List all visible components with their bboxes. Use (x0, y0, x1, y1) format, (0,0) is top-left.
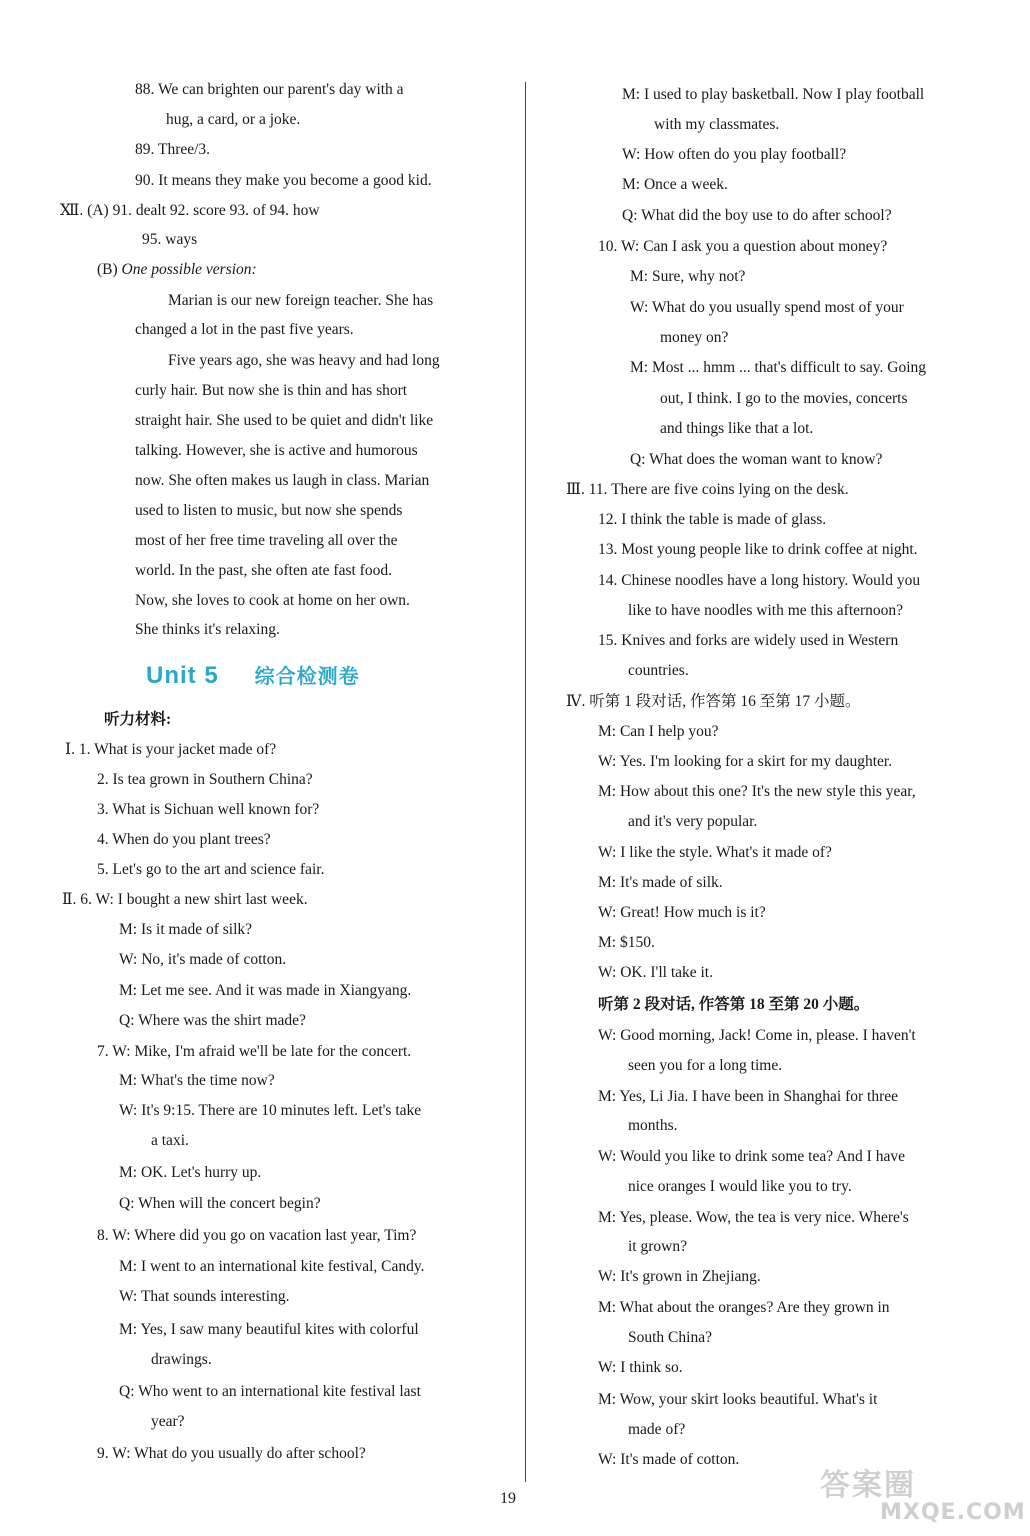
text-line: 88. We can brighten our parent's day with a (135, 81, 404, 98)
text-line: now. She often makes us laugh in class. Marian (135, 472, 430, 489)
text-line: 2. Is tea grown in Southern China? (97, 771, 313, 788)
text-line: 9. W: What do you usually do after school? (97, 1445, 366, 1462)
text-line: 5. Let's go to the art and science fair. (97, 861, 325, 878)
text-line: M: It's made of silk. (598, 874, 723, 891)
text-line: world. In the past, she often ate fast food. (135, 562, 392, 579)
text-line: Marian is our new foreign teacher. She has (168, 292, 434, 309)
text-line: M: Sure, why not? (630, 268, 746, 285)
text-line: M: Let me see. And it was made in Xiangyang. (119, 982, 412, 999)
text-line: and it's very popular. (628, 813, 758, 830)
text-line: M: Once a week. (622, 176, 728, 193)
text-line: changed a lot in the past five years. (135, 321, 354, 338)
text-line: 听力材料: (104, 711, 172, 728)
text-line: W: OK. I'll take it. (598, 964, 713, 981)
text-line: M: $150. (598, 934, 655, 951)
text-line: 7. W: Mike, I'm afraid we'll be late for the concert. (97, 1043, 412, 1060)
text-line: money on? (660, 329, 729, 346)
text-line: M: What's the time now? (119, 1072, 275, 1089)
watermark-logo: 答案圈 (820, 1468, 916, 1503)
text-line: M: OK. Let's hurry up. (119, 1164, 262, 1181)
text-line: 听第 2 段对话, 作答第 18 至第 20 小题。 (598, 996, 870, 1013)
text-line: W: Yes. I'm looking for a skirt for my daughter. (598, 753, 893, 770)
text-line: 15. Knives and forks are widely used in Western (598, 632, 899, 649)
text-line: W: I like the style. What's it made of? (598, 844, 832, 861)
text-line: Q: Who went to an international kite festival last (119, 1383, 421, 1400)
watermark-url: MXQE.COM (880, 1500, 1026, 1525)
text-line: 10. W: Can I ask you a question about money? (598, 238, 888, 255)
text-line: W: Great! How much is it? (598, 904, 766, 921)
text-line: hug, a card, or a joke. (166, 111, 301, 128)
text-line: M: Yes, I saw many beautiful kites with colorful (119, 1321, 419, 1338)
text-line: W: It's grown in Zhejiang. (598, 1268, 761, 1285)
text-line: W: Would you like to drink some tea? And I have (598, 1148, 905, 1165)
text-line: Ⅲ. 11. There are five coins lying on the desk. (566, 481, 849, 498)
text-line: months. (628, 1117, 678, 1134)
text-line: talking. However, she is active and humorous (135, 442, 418, 459)
text-line: and things like that a lot. (660, 420, 814, 437)
text-line: 12. I think the table is made of glass. (598, 511, 827, 528)
text-line: Q: What did the boy use to do after school? (622, 207, 892, 224)
text-line: M: I went to an international kite festival, Candy. (119, 1258, 425, 1275)
text-line: (B) One possible version: (97, 261, 257, 278)
text-line: Ⅱ. 6. W: I bought a new shirt last week. (62, 891, 308, 908)
unit-heading (146, 660, 360, 690)
text-line: South China? (628, 1329, 712, 1346)
text-line: W: I think so. (598, 1359, 683, 1376)
text-line: 4. When do you plant trees? (97, 831, 271, 848)
unit-title: Unit 5 (146, 662, 219, 689)
text-line: W: It's 9:15. There are 10 minutes left. Let's take (119, 1102, 422, 1119)
text-line: 8. W: Where did you go on vacation last year, Tim? (97, 1227, 417, 1244)
text-line: 13. Most young people like to drink coffee at night. (598, 541, 918, 558)
text-line: straight hair. She used to be quiet and didn't like (135, 412, 434, 429)
text-line: Ⅳ. 听第 1 段对话, 作答第 16 至第 17 小题。 (566, 693, 861, 710)
text-line: Now, she loves to cook at home on her own. (135, 592, 410, 609)
text-line: seen you for a long time. (628, 1057, 783, 1074)
text-line: out, I think. I go to the movies, concerts (660, 390, 908, 407)
text-line: year? (151, 1413, 185, 1430)
text-line: a taxi. (151, 1132, 189, 1149)
text-line: Five years ago, she was heavy and had long (168, 352, 440, 369)
text-line: W: It's made of cotton. (598, 1451, 740, 1468)
text-line: M: I used to play basketball. Now I play football (622, 86, 925, 103)
text-line: used to listen to music, but now she spends (135, 502, 403, 519)
text-line: W: How often do you play football? (622, 146, 847, 163)
text-line: M: Wow, your skirt looks beautiful. What's it (598, 1391, 878, 1408)
text-line: Q: What does the woman want to know? (630, 451, 883, 468)
text-line: She thinks it's relaxing. (135, 621, 280, 638)
text-line: nice oranges I would like you to try. (628, 1178, 852, 1195)
unit-subtitle: 综合检测卷 (254, 666, 360, 688)
text-line: 95. ways (142, 231, 198, 248)
text-line: 90. It means they make you become a good kid. (135, 172, 432, 189)
text-line: W: That sounds interesting. (119, 1288, 290, 1305)
text-line: M: How about this one? It's the new style this year, (598, 783, 916, 800)
text-line: M: Yes, please. Wow, the tea is very nice. Where's (598, 1209, 909, 1226)
text-line: made of? (628, 1421, 686, 1438)
text-line: Q: Where was the shirt made? (119, 1012, 306, 1029)
text-line: 14. Chinese noodles have a long history. Would you (598, 572, 921, 589)
text-line: Ⅰ. 1. What is your jacket made of? (65, 741, 277, 758)
text-line: most of her free time traveling all over the (135, 532, 398, 549)
text-line: M: What about the oranges? Are they grown in (598, 1299, 890, 1316)
column-divider (525, 82, 526, 1482)
text-line: 3. What is Sichuan well known for? (97, 801, 320, 818)
text-line: like to have noodles with me this afternoon? (628, 602, 904, 619)
text-line: M: Can I help you? (598, 723, 719, 740)
text-line: W: What do you usually spend most of your (630, 299, 904, 316)
text-line: M: Most ... hmm ... that's difficult to say. Going (630, 359, 926, 376)
text-line: 89. Three/3. (135, 141, 211, 158)
text-line: Q: When will the concert begin? (119, 1195, 321, 1212)
text-line: M: Yes, Li Jia. I have been in Shanghai for three (598, 1088, 899, 1105)
text-line: W: Good morning, Jack! Come in, please. I haven't (598, 1027, 916, 1044)
text-line: M: Is it made of silk? (119, 921, 253, 938)
text-line: with my classmates. (654, 116, 780, 133)
text-line: countries. (628, 662, 689, 679)
text-line: curly hair. But now she is thin and has short (135, 382, 408, 399)
page-number: 19 (500, 1490, 516, 1507)
text-line: it grown? (628, 1238, 687, 1255)
text-line: Ⅻ. (A) 91. dealt 92. score 93. of 94. how (60, 202, 320, 219)
text-line: W: No, it's made of cotton. (119, 951, 287, 968)
text-line: drawings. (151, 1351, 212, 1368)
